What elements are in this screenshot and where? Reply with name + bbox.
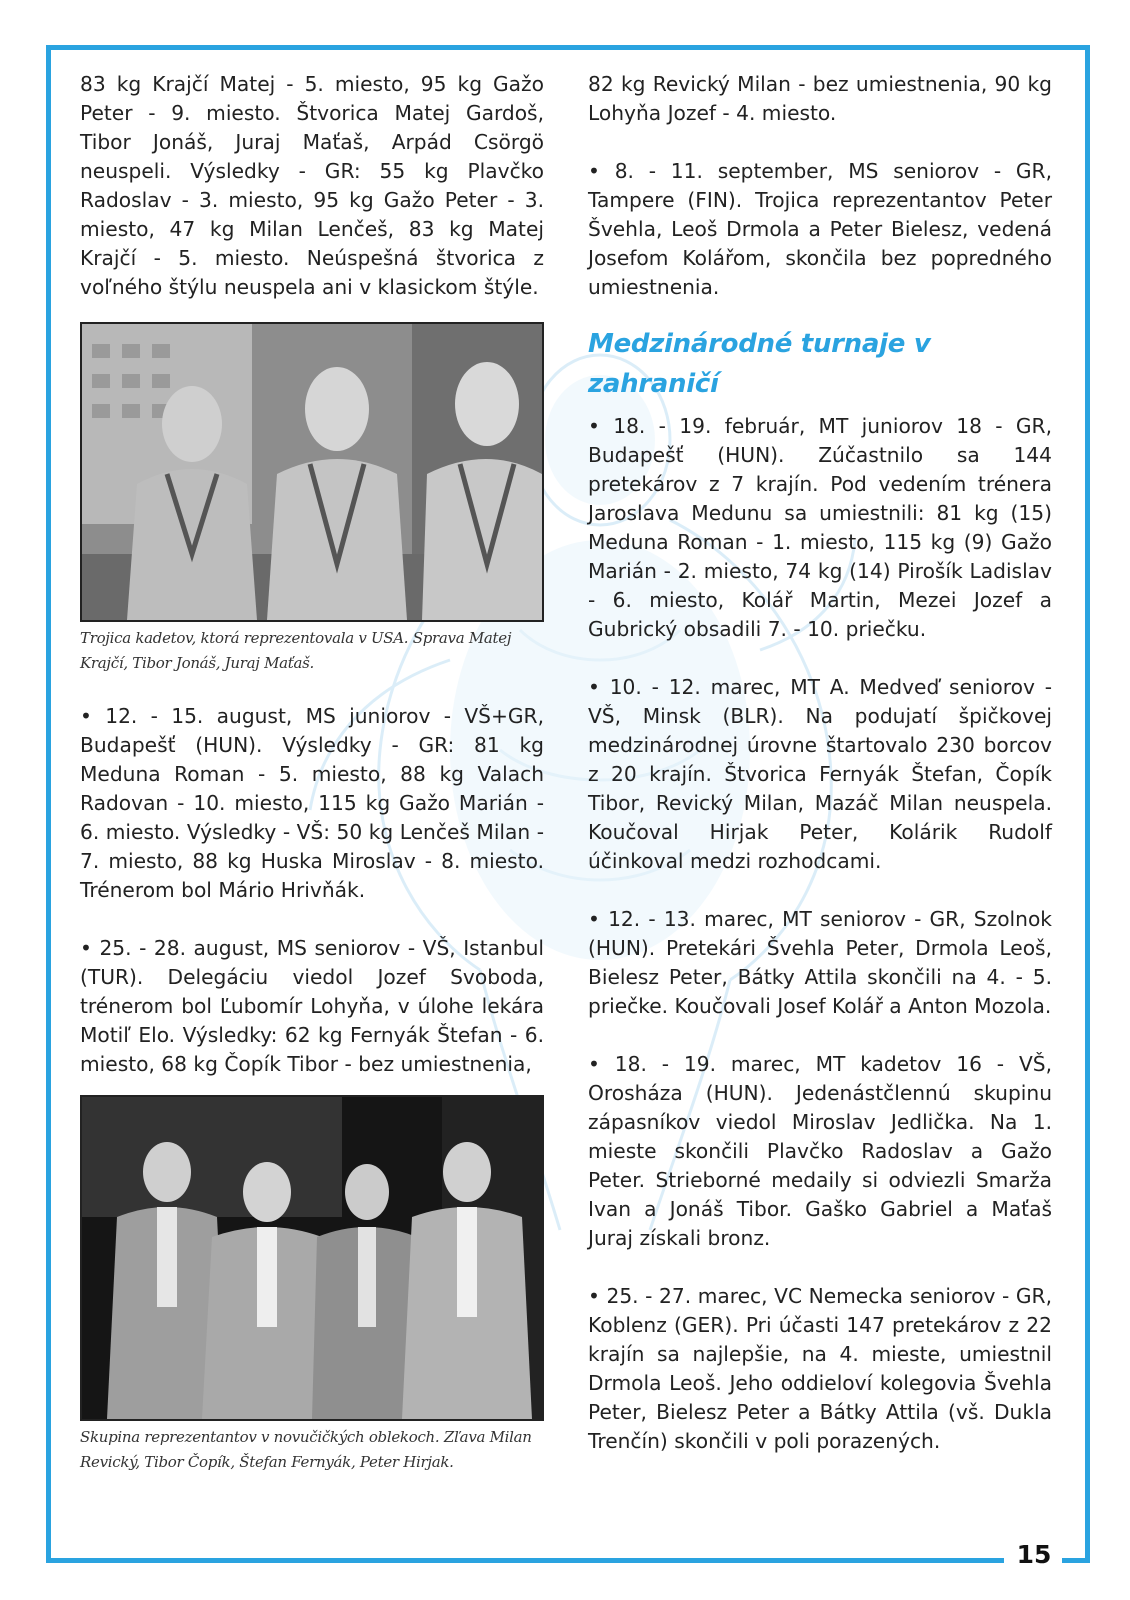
right-paragraph-5: • 12. - 13. marec, MT seniorov - GR, Szolnok (HUN). Pretekári Švehla Peter, Drmola Leoš, Bielesz Peter, Bátky Attila skončili na 4. - 5. priečke. Koučovali Josef Kolář a Anton Mozola. — [588, 907, 1052, 1018]
left-paragraph-2: • 12. - 15. august, MS juniorov - VŠ+GR, Budapešť (HUN). Výsledky - GR: 81 kg Meduna Roman - 5. miesto, 88 kg Valach Radovan - 10. miesto, 115 kg Gažo Marián - 6. miesto. Výsledky - VŠ: 50 kg Lenčeš Milan - 7. miesto, 88 kg Huska Miroslav - 8. miesto. Trénerom bol Mário Hrivňák. — [80, 704, 544, 902]
left-paragraph-3: • 25. - 28. august, MS seniorov - VŠ, Istanbul (TUR). Delegáciu viedol Jozef Svoboda, trénerom bol Ľubomír Lohyňa, v úlohe lekára Motiľ Elo. Výsledky: 62 kg Fernyák Štefan - 6. miesto, 68 kg Čopík Tibor - bez umiestnenia, — [80, 936, 544, 1076]
photo-team-in-suits — [80, 1095, 544, 1421]
frame-bottom-rule-end — [1062, 1558, 1090, 1563]
right-paragraph-1: 82 kg Revický Milan - bez umiestnenia, 90 kg Lohyňa Jozef - 4. miesto. — [588, 72, 1052, 125]
page-number: 15 — [1016, 1540, 1052, 1569]
right-paragraph-3: • 18. - 19. február, MT juniorov 18 - GR, Budapešť (HUN). Zúčastnilo sa 144 pretekárov z 7 krajín. Pod vedením trénera Jaroslava Medunu sa umiestnili: 81 kg (15) Meduna Roman - 1. miesto, 115 kg (9) Gažo Marián - 2. miesto, 74 kg (14) Pirošík Ladislav - 6. miesto, Kolář Martin, Mezei Jozef a Gubrický obsadili 7. - 10. priečku. — [588, 414, 1052, 641]
frame-bottom-rule — [46, 1558, 1004, 1563]
photo-three-cadets — [80, 322, 544, 622]
left-column — [80, 70, 544, 1475]
photo-three-cadets-image — [82, 324, 542, 620]
section-heading: Medzinárodné turnaje v zahraničí — [588, 329, 931, 399]
photo-team-in-suits-caption: Skupina reprezentantov v novučičkých oblekoch. Zľava Milan Revický, Tibor Čopík, Štefan Fernyák, Peter Hirjak. — [80, 1428, 532, 1471]
photo-team-in-suits-image — [82, 1097, 542, 1419]
photo-three-cadets-caption: Trojica kadetov, ktorá reprezentovala v USA. Sprava Matej Krajčí, Tibor Jonáš, Juraj Maťaš. — [80, 629, 512, 672]
right-column — [588, 70, 1052, 1456]
right-paragraph-4: • 10. - 12. marec, MT A. Medveď seniorov - VŠ, Minsk (BLR). Na podujatí špičkovej medzinárodnej úrovne štartovalo 230 borcov z 20 krajín. Štvorica Fernyák Štefan, Čopík Tibor, Revický Milan, Mazáč Milan neuspela. Koučoval Hirjak Peter, Kolárik Rudolf účinkoval medzi rozhodcami. — [588, 675, 1052, 873]
left-paragraph-1: 83 kg Krajčí Matej - 5. miesto, 95 kg Gažo Peter - 9. miesto. Štvorica Matej Gardoš, Tibor Jonáš, Juraj Maťaš, Arpád Csörgö neuspeli. Výsledky - GR: 55 kg Plavčko Radoslav - 3. miesto, 95 kg Gažo Peter - 3. miesto, 47 kg Milan Lenčeš, 83 kg Matej Krajčí - 5. miesto. Neúspešná štvorica z voľného štýlu neuspela ani v klasickom štýle. — [80, 72, 544, 299]
right-paragraph-7: • 25. - 27. marec, VC Nemecka seniorov - GR, Koblenz (GER). Pri účasti 147 pretekárov z 22 krajín sa najlepšie, na 4. mieste, umiestnil Drmola Leoš. Jeho oddieloví kolegovia Švehla Peter, Bielesz Peter a Bátky Attila (vš. Dukla Trenčín) skončili v poli porazených. — [588, 1284, 1052, 1453]
right-paragraph-6: • 18. - 19. marec, MT kadetov 16 - VŠ, Orosháza (HUN). Jedenástčlennú skupinu zápasníkov viedol Miroslav Jedlička. Na 1. mieste skončili Plavčko Radoslav a Gažo Peter. Strieborné medaily si odviezli Smarža Ivan a Jonáš Tibor. Gaško Gabriel a Maťaš Juraj získali bronz. — [588, 1052, 1052, 1250]
right-paragraph-2: • 8. - 11. september, MS seniorov - GR, Tampere (FIN). Trojica reprezentantov Peter Švehla, Leoš Drmola a Peter Bielesz, vedená Josefom Kolářom, skončila bez popredného umiestnenia. — [588, 159, 1052, 299]
